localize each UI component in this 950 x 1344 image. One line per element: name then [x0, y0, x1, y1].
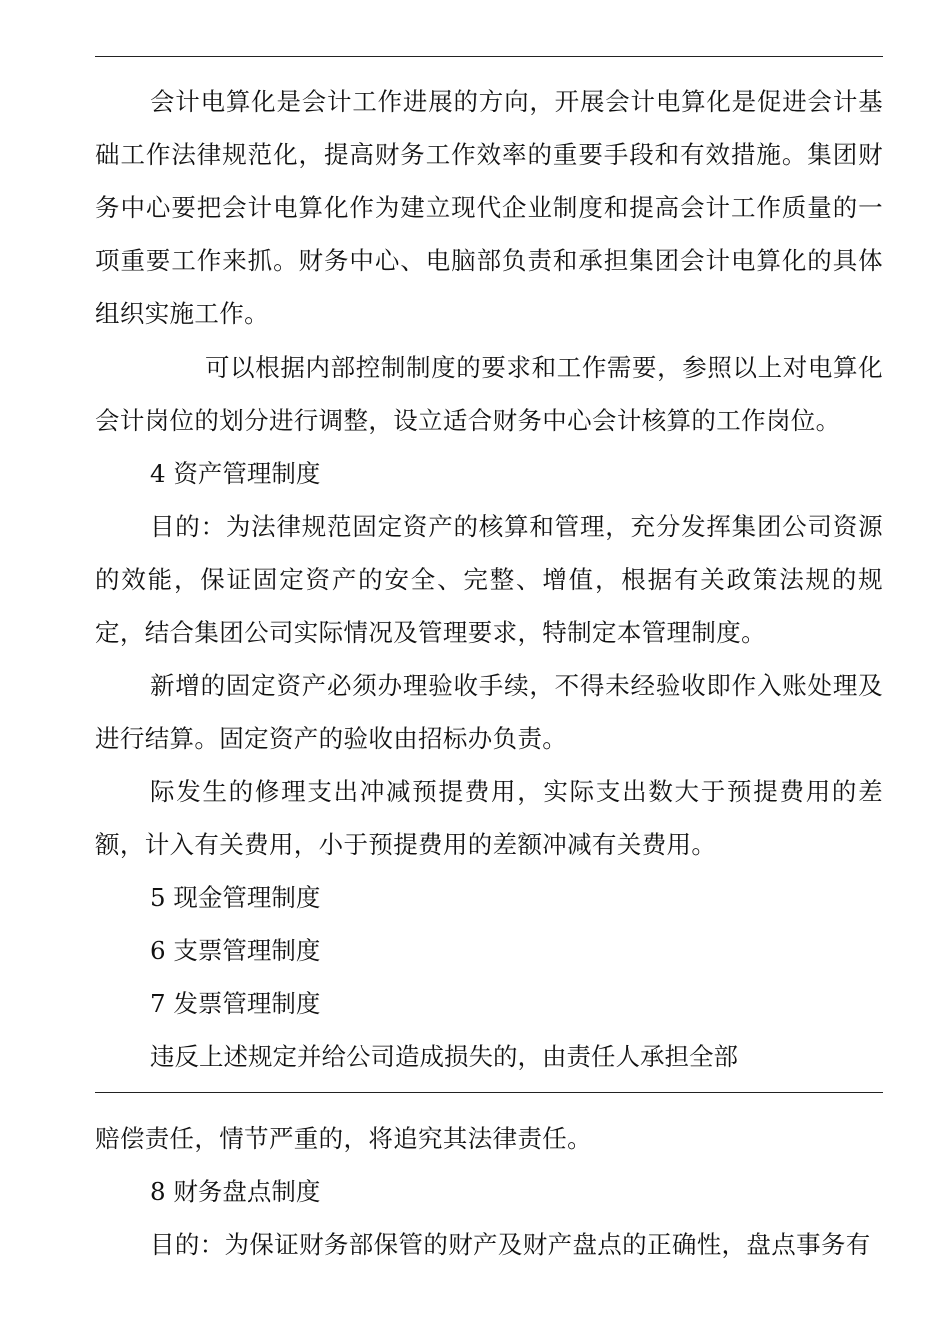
section-heading-inventory-count: 8 财务盘点制度	[150, 1177, 321, 1206]
paragraph-accounting-computerization: 会计电算化是会计工作进展的方向，开展会计电算化是促进会计基础工作法律规范化，提高财务工作效率的重要手段和有效措施。集团财务中心要把会计电算化作为建立现代企业制度和提高会计工作质量的一项重要工作来抓。财务中心、电脑部负责和承担集团会计电算化的具体组织实施工作。	[95, 87, 883, 328]
section-heading-invoice-management: 7 发票管理制度	[150, 989, 321, 1018]
top-rule	[95, 56, 883, 57]
page-break-rule	[95, 1092, 883, 1093]
paragraph-new-asset-acceptance: 新增的固定资产必须办理验收手续，不得未经验收即作入账处理及进行结算。固定资产的验收由招标办负责。	[95, 671, 883, 753]
section-heading-asset-management: 4 资产管理制度	[150, 459, 321, 488]
section-heading-cash-management: 5 现金管理制度	[150, 883, 321, 912]
paragraph-asset-purpose: 目的：为法律规范固定资产的核算和管理，充分发挥集团公司资源的效能，保证固定资产的安全、完整、增值，根据有关政策法规的规定，结合集团公司实际情况及管理要求，特制定本管理制度。	[95, 512, 883, 647]
paragraph-repair-expenses: 际发生的修理支出冲减预提费用，实际支出数大于预提费用的差额，计入有关费用，小于预提费用的差额冲减有关费用。	[95, 777, 883, 859]
paragraph-liability-continued: 赔偿责任，情节严重的，将追究其法律责任。	[95, 1124, 592, 1153]
section-heading-check-management: 6 支票管理制度	[150, 936, 321, 965]
paragraph-inventory-purpose: 目的：为保证财务部保管的财产及财产盘点的正确性，盘点事务有	[150, 1230, 871, 1259]
paragraph-post-adjustment: 可以根据内部控制制度的要求和工作需要，参照以上对电算化会计岗位的划分进行调整，设立适合财务中心会计核算的工作岗位。	[95, 353, 883, 435]
paragraph-violation-liability: 违反上述规定并给公司造成损失的，由责任人承担全部	[150, 1042, 738, 1071]
